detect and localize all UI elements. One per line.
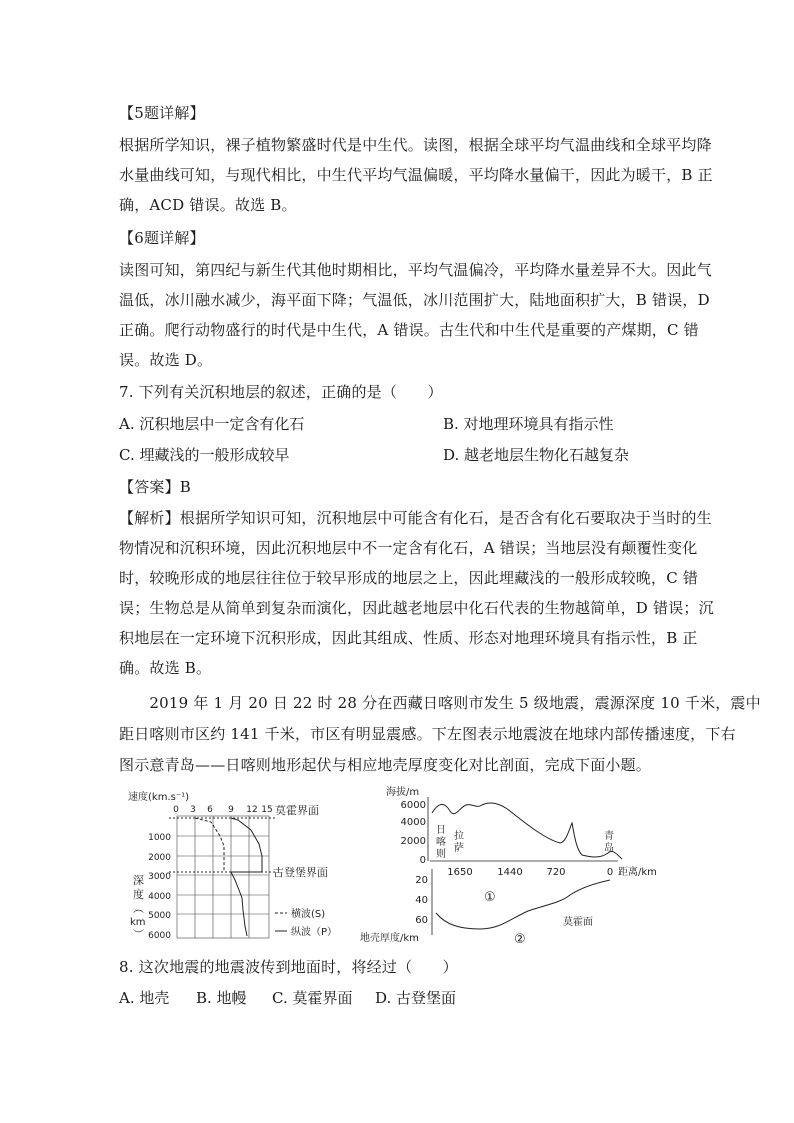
q8-option-b[interactable]: B. 地幔 xyxy=(196,989,247,1007)
q5-line-2: 水量曲线可知，与现代相比，中生代平均气温偏暖，平均降水量偏干，因此为暖干，B 正 xyxy=(119,166,713,184)
speed-tick: 3 xyxy=(190,805,196,815)
q7-analysis-2: 物情况和沉积环境，因此沉积地层中不一定含有化石，A 错误；当地层没有颠覆性变化 xyxy=(119,539,698,557)
speed-tick: 15 xyxy=(261,805,273,815)
depth-tick: 5000 xyxy=(148,911,171,921)
distance-tick: 1650 xyxy=(447,867,473,878)
q7-option-d[interactable]: D. 越老地层生物化石越复杂 xyxy=(443,446,630,464)
q6-heading: 【6题详解】 xyxy=(119,229,205,247)
speed-axis-label: 速度(km.s⁻¹) xyxy=(128,792,190,803)
speed-tick: 0 xyxy=(173,805,179,815)
q6-line-3: 正确。爬行动物盛行的时代是中生代，A 错误。古生代和中生代是重要的产煤期，C 错 xyxy=(119,321,699,339)
q7-option-c[interactable]: C. 埋藏浅的一般形成较早 xyxy=(119,446,290,464)
depth-label-char: 度 xyxy=(133,888,144,901)
thickness-tick: 60 xyxy=(415,915,428,926)
q7-analysis-1: 【解析】根据所学知识可知，沉积地层中可能含有化石，是否含有化石要取决于当时的生 xyxy=(119,509,712,527)
moho-label: 莫霍界面 xyxy=(275,804,319,817)
altitude-tick: 4000 xyxy=(400,817,426,828)
place-qingdao-char: 青 xyxy=(604,831,614,842)
thickness-axis-label: 地壳厚度/km xyxy=(360,933,419,944)
legend-p-label: 纵波（P） xyxy=(291,927,338,938)
q7-answer: 【答案】B xyxy=(119,478,192,496)
altitude-tick: 0 xyxy=(419,855,426,866)
depth-label-char: km xyxy=(130,917,146,928)
q7-question: 7. 下列有关沉积地层的叙述，正确的是（ ） xyxy=(119,383,443,401)
q5-line-3: 确，ACD 错误。故选 B。 xyxy=(119,196,297,214)
q7-analysis-4: 误；生物总是从简单到复杂而演化，因此越老地层中化石代表的生物越简单，D 错误；沉 xyxy=(119,599,714,617)
terrain-crust-profile xyxy=(360,783,680,948)
place-lasa-char: 萨 xyxy=(454,843,464,854)
altitude-tick: 6000 xyxy=(400,800,426,811)
altitude-tick: 2000 xyxy=(400,836,426,847)
q7-option-b[interactable]: B. 对地理环境具有指示性 xyxy=(443,415,614,433)
legend-s-label: 横波(S) xyxy=(291,909,326,920)
distance-axis-label: 距离/km xyxy=(618,867,657,878)
q6-line-1: 读图可知，第四纪与新生代其他时期相比，平均气温偏冷，平均降水量差异不大。因此气 xyxy=(119,261,712,279)
q8-option-a[interactable]: A. 地壳 xyxy=(119,989,170,1007)
distance-tick: 1440 xyxy=(497,867,523,878)
thickness-tick: 20 xyxy=(415,875,428,886)
q6-line-2: 温低，冰川融水减少，海平面下降；气温低，冰川范围扩大，陆地面积扩大，B 错误，D xyxy=(119,291,710,309)
intro-line-3: 图示意青岛——日喀则地形起伏与相应地壳厚度变化对比剖面，完成下面小题。 xyxy=(119,756,652,774)
speed-tick: 12 xyxy=(246,805,258,815)
q7-analysis-3: 时，较晚形成的地层往往位于较早形成的地层之上，因此埋藏浅的一般形成较晚，C 错 xyxy=(119,569,699,587)
speed-tick: 6 xyxy=(207,805,213,815)
thickness-tick: 40 xyxy=(415,895,428,906)
seismic-wave-chart xyxy=(125,786,365,946)
distance-tick: 720 xyxy=(546,867,566,878)
depth-label-char: 深 xyxy=(133,874,144,887)
intro-line-1: 2019 年 1 月 20 日 22 时 28 分在西藏日喀则市发生 5 级地震，震源深度 10 千米，震中 xyxy=(119,694,761,712)
depth-tick: 3000 xyxy=(148,872,171,882)
distance-tick: 0 xyxy=(606,867,614,878)
q7-analysis-6: 确。故选 B。 xyxy=(119,659,212,677)
depth-label-char: ︵ xyxy=(133,902,144,915)
q7-analysis-5: 积地层在一定环境下沉积形成，因此其组成、性质、形态对地理环境具有指示性，B 正 xyxy=(119,629,698,647)
place-qingdao-char: 岛 xyxy=(604,843,614,854)
depth-tick: 6000 xyxy=(148,931,171,941)
q6-line-4: 误。故选 D。 xyxy=(119,351,213,369)
depth-label-char: ︶ xyxy=(133,928,144,941)
q8-question: 8. 这次地震的地震波传到地面时，将经过（ ） xyxy=(119,958,458,976)
q5-heading: 【5题详解】 xyxy=(119,104,205,122)
depth-tick: 2000 xyxy=(148,853,171,863)
region-mark-2: ② xyxy=(514,932,526,947)
place-rikaze-char: 则 xyxy=(436,849,446,860)
q8-option-d[interactable]: D. 古登堡面 xyxy=(375,989,457,1007)
place-lasa-char: 拉 xyxy=(454,831,464,842)
moho-face-label: 莫霍面 xyxy=(563,917,593,928)
speed-tick: 9 xyxy=(228,805,234,815)
altitude-axis-label: 海拔/m xyxy=(386,787,420,798)
region-mark-1: ① xyxy=(484,890,496,905)
place-rikaze-char: 日 xyxy=(436,825,446,836)
gutenberg-label: 古登堡界面 xyxy=(273,866,328,879)
s-wave-curve xyxy=(195,818,224,872)
q8-option-c[interactable]: C. 莫霍界面 xyxy=(272,989,353,1007)
place-rikaze-char: 喀 xyxy=(436,837,446,848)
depth-tick: 4000 xyxy=(148,892,171,902)
intro-line-2: 距日喀则市区约 141 千米，市区有明显震感。下左图表示地震波在地球内部传播速度，下右 xyxy=(119,725,736,743)
plot-grid xyxy=(177,816,269,938)
q5-line-1: 根据所学知识，裸子植物繁盛时代是中生代。读图，根据全球平均气温曲线和全球平均降 xyxy=(119,136,712,154)
depth-tick: 1000 xyxy=(148,833,171,843)
q7-option-a[interactable]: A. 沉积地层中一定含有化石 xyxy=(119,415,305,433)
